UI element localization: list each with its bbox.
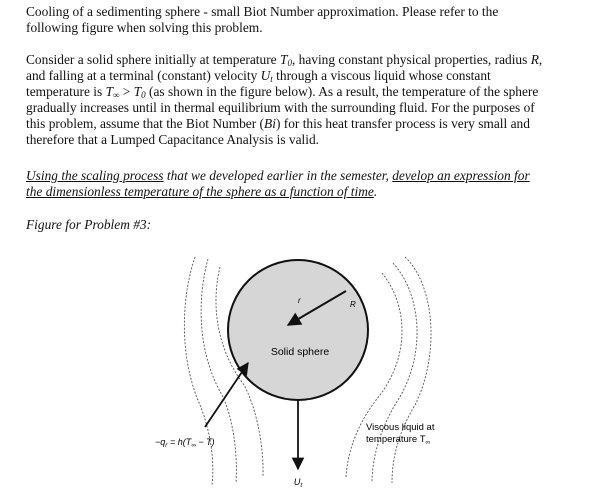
- sphere-figure: [155, 245, 480, 492]
- velocity-label: $U_t$: [293, 477, 303, 489]
- liquid-label-line1: Viscous liquid at: [366, 422, 435, 433]
- task-statement: Using the scaling process that we developed earlier in the semester, develop an expression for the dimensionless temperature of the sphere as a function of time.: [26, 168, 530, 199]
- heat-flux-label: $-q_r = h(T_\infty - T)$: [155, 437, 215, 449]
- liquid-label-line2: temperature $T_\infty$: [366, 434, 431, 446]
- problem-statement: Consider a solid sphere initially at temperature $T_0$, having constant physical properties, radius R, and falling at a terminal (constant) velocity $U_t$ through a viscous liquid whose constant temperature is $T_\infty > T_0$ (as shown in the figure below). As a result, the temperature of the sphere gradually increases until in thermal equilibrium with the surrounding fluid. For the purposes of this problem, assume that the Biot Number (Bi) for this heat transfer process is very small and therefore that a Lumped Capacitance Analysis is valid.: [26, 52, 543, 147]
- sphere-label: Solid sphere: [270, 346, 330, 358]
- radius-small-label: r: [298, 296, 301, 305]
- figure-caption: Figure for Problem #3:: [26, 217, 152, 232]
- intro-paragraph: Cooling of a sedimenting sphere - small Biot Number approximation. Please refer to the following figure when solving this problem.: [26, 4, 499, 35]
- radius-large-label: R: [350, 300, 356, 309]
- streamlines-right: [346, 257, 431, 483]
- solid-sphere: [228, 260, 368, 400]
